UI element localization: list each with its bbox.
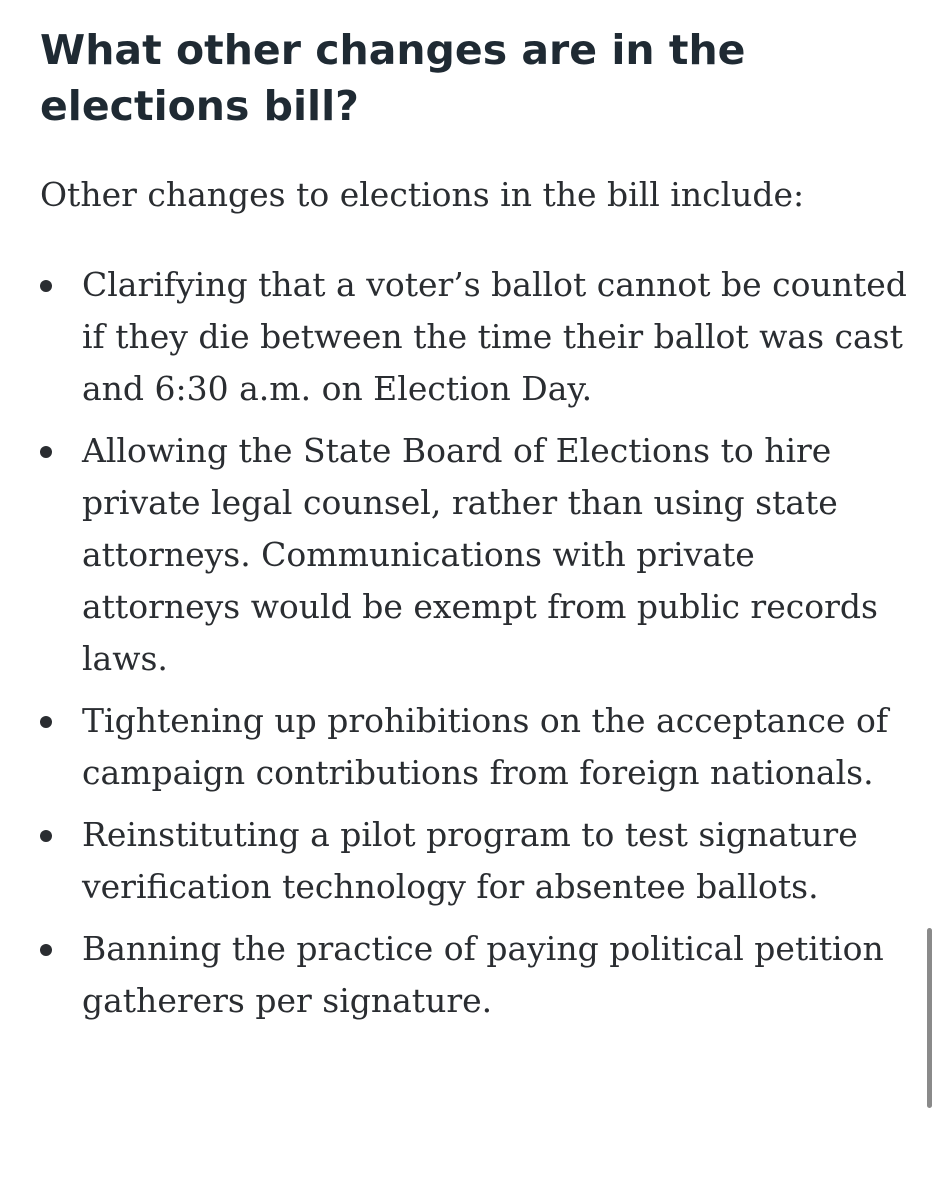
bullet-icon (40, 830, 52, 842)
list-item (40, 809, 910, 913)
list-item-text: Tightening up prohibitions on the acceptance of campaign contributions from foreign nationals. (82, 701, 889, 792)
intro-paragraph: Other changes to elections in the bill include: (40, 175, 805, 214)
list-item-text: Reinstituting a pilot program to test signature verification technology for absentee ballots. (82, 815, 858, 906)
changes-list (40, 259, 910, 1027)
scrollbar-thumb[interactable] (927, 928, 932, 1108)
article-section (40, 22, 910, 1037)
list-item (40, 695, 910, 799)
list-item (40, 923, 910, 1027)
list-item-text: Allowing the State Board of Elections to hire private legal counsel, rather than using state attorneys. Communications with private attorneys would be exempt from public records laws. (82, 431, 878, 678)
list-item-text: Clarifying that a voter’s ballot cannot be counted if they die between the time their ballot was cast and 6:30 a.m. on Election Day. (82, 265, 907, 408)
bullet-icon (40, 446, 52, 458)
bullet-icon (40, 716, 52, 728)
list-item (40, 259, 910, 415)
list-item-text: Banning the practice of paying political petition gatherers per signature. (82, 929, 884, 1020)
list-item (40, 425, 910, 685)
bullet-icon (40, 944, 52, 956)
bullet-icon (40, 280, 52, 292)
section-heading: What other changes are in the elections bill? (40, 26, 746, 130)
